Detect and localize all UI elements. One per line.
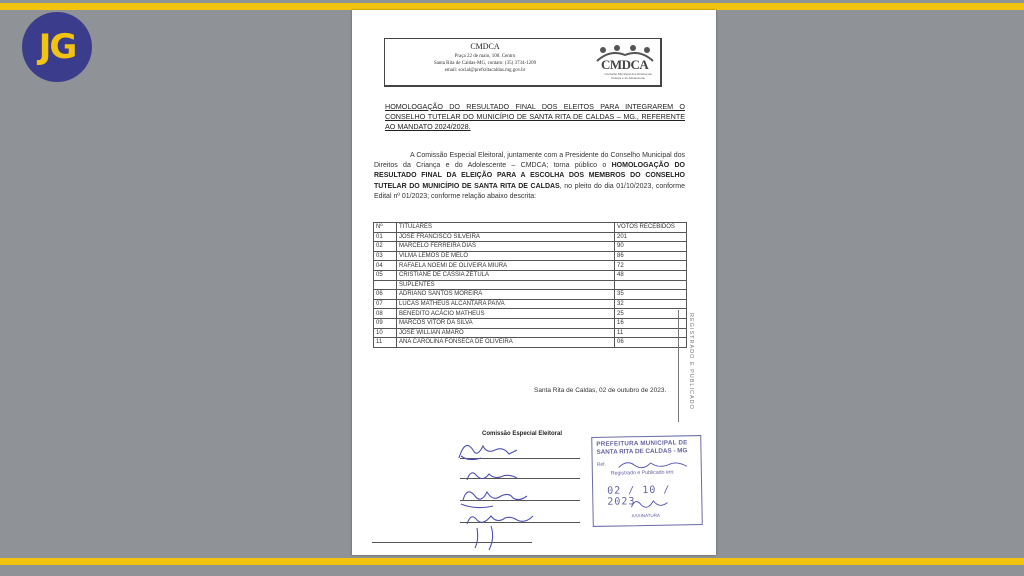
side-stamp-text: REGISTRADO E PUBLICADO [688,313,694,410]
table-row [374,290,687,300]
cell-num: 03 [374,251,397,261]
table-row [374,299,687,309]
table-row [374,242,687,252]
header-titulares: TITULARES [397,223,615,233]
signatures-title: Comissão Especial Eleitoral [482,431,563,437]
bottom-signature-line [372,542,532,543]
cell-num: 09 [374,318,397,328]
results-table [373,222,687,348]
cell-num: 05 [374,270,397,280]
header-num: Nº [374,223,397,233]
letterhead-title: CMDCA [470,42,500,51]
stamp-line-2: SANTA RITA DE CALDAS - MG [596,447,688,456]
cell-votes: 35 [615,290,687,300]
cell-empty [615,280,687,290]
cmdca-logo-subtext: Conselho Municipal dos Direitos da Criança e do Adolescente [604,72,652,80]
handwritten-signatures [447,436,597,554]
cell-num: 11 [374,338,397,348]
cell-empty [374,280,397,290]
paragraph-end: , no pleito do dia 01/10/2023, conforme Edital nº 01/2023; conforme relação abaixo descrita: [374,182,685,200]
letterhead-address-3: email: social@prefsritacaldas.mg.gov.br [444,68,526,73]
cell-num: 02 [374,242,397,252]
suplentes-label: SUPLENTES [397,280,615,290]
document-heading: HOMOLOGAÇÃO DO RESULTADO FINAL DOS ELEITOS PARA INTEGRAREM O CONSELHO TUTELAR DO MUNICÍPIO DE SANTA RITA DE CALDAS – MG., REFERENTE AO MANDATO 2024/2028. [385,102,685,131]
cmdca-logo-text: CMDCA [601,57,649,72]
stamp-date: 02 / 10 / 2023 [607,484,671,508]
cell-name: RAFAELA NOEMI DE OLIVEIRA MIURA [397,261,615,271]
body-paragraph [374,151,685,202]
table-row [374,328,687,338]
document-page [352,10,716,555]
cell-votes: 201 [615,232,687,242]
cell-votes: 32 [615,299,687,309]
cell-votes: 72 [615,261,687,271]
cell-votes: 11 [615,328,687,338]
header-votes: VOTOS RECEBIDOS [615,223,687,233]
cell-votes: 86 [615,251,687,261]
cell-name: CRISTIANE DE CÁSSIA ZÉTULA [397,270,615,280]
cell-name: BENEDITO ACÁCIO MATHEUS [397,309,615,319]
table-header-row [374,223,687,233]
stamp-line-1: PREFEITURA MUNICIPAL DE [596,439,688,448]
cell-name: MARCELO FERREIRA DIAS [397,242,615,252]
paragraph-intro: A Comissão Especial Eleitoral, juntamente com a Presidente do Conselho Municipal dos Direitos da Criança e do Adolescente – CMDCA; torna público o [374,152,685,170]
stamp-ref: Ref. [596,461,606,468]
date-line: Santa Rita de Caldas, 02 de outubro de 2023. [534,387,667,394]
cell-num: 04 [374,261,397,271]
cell-votes: 25 [615,309,687,319]
channel-logo: JG [22,12,92,82]
cell-name: JOSÉ WILLIAN AMARO [397,328,615,338]
cell-votes: 90 [615,242,687,252]
municipal-stamp [591,435,703,527]
stamp-registered: Registrado e Publicado em: [610,469,675,477]
letterhead-address-1: Praça 22 de maio, 100. Centro [454,54,516,59]
stamp-sub: ASSINATURA [631,512,661,519]
top-accent-stripe [0,3,1024,10]
cell-name: JOSÉ FRANCISCO SILVEIRA [397,232,615,242]
cell-votes: 48 [615,270,687,280]
letterhead-address-2: Santa Rita de Caldas-MG, contato: (35) 3734-1209 [433,61,537,66]
letterhead [384,38,662,87]
cell-name: VILMA LEMOS DE MELO [397,251,615,261]
cell-num: 07 [374,299,397,309]
cell-name: MARCOS VITOR DA SILVA [397,318,615,328]
cell-votes: 16 [615,318,687,328]
table-row [374,232,687,242]
cell-votes: 06 [615,338,687,348]
paragraph-bold: HOMOLOGAÇÃO DO RESULTADO FINAL DA ELEIÇÃO PARA A ESCOLHA DOS MEMBROS DO CONSELHO TUTELAR DO MUNICÍPIO DE SANTA RITA DE CALDAS [374,162,685,190]
stamp-signature [617,456,692,517]
table-row [374,309,687,319]
cell-name: LUCAS MATHEUS ALCANTARA PAIVA [397,299,615,309]
table-row [374,270,687,280]
cell-num: 01 [374,232,397,242]
bottom-accent-stripe [0,558,1024,565]
cell-num: 10 [374,328,397,338]
cell-name: ANA CAROLINA FONSECA DE OLIVEIRA [397,338,615,348]
table-row [374,338,687,348]
table-row [374,261,687,271]
table-row [374,251,687,261]
table-row [374,318,687,328]
suplentes-row [374,280,687,290]
cell-num: 08 [374,309,397,319]
cell-num: 06 [374,290,397,300]
cell-name: ADRIANO SANTOS MOREIRA [397,290,615,300]
